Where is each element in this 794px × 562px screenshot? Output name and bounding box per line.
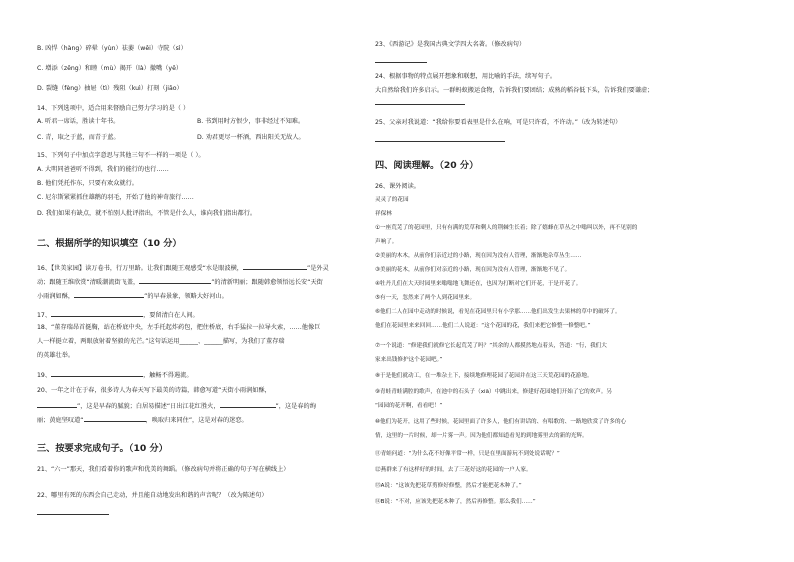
q16-text-a: 16、【世美家园】读万卷书，行万里路。让我们跟随王观感受“水是眼波横， [37,265,243,272]
question-26: 26、课外阅读。 [375,183,420,190]
q19-number: 19、 [37,372,52,379]
q15-option-c: C. 尼尔斯紧紧抓住雄鹅的羽毛，开始了他的神奇旅行…… [37,194,194,201]
answer-line[interactable] [375,141,505,142]
paragraph-4: ④牡丹儿们在大天时园里来嗡嗡地飞舞还在，也因为打断对它们开花，于是开花了。 [375,281,582,287]
paragraph-3: ③美丽的花木，从前你们对亲近的小路，现在因为没有人管理，渐渐地不见了。 [375,267,571,273]
paragraph-10-cont: 情，这里的一片时候，却一片雾一声。因为他们都知道看见的到地雾里去的新的光辉。 [375,433,588,439]
paragraph-12: ⑫燕群来了有这样好的时间，去了三花好这的花园的一户人家。 [375,467,532,473]
question-24: 24、根据事物的特点展开想象和联想，用比喻的手法，续写句子。 [375,73,557,80]
q14-option-a [37,118,305,126]
q20-text-b2: ”，这是春的绚 [275,403,316,410]
q14-a-text: A. 听君一席话，胜读十年书。 [37,118,120,125]
paragraph-10: ⑩他们为花开，这用了些时候，花园里面了许多人，他们有讲话的、有唱歌的、一路地欣赏了许多的心 [375,419,627,425]
q19-text: ，触畅不得遏流。 [143,372,193,379]
q19-line [37,370,193,380]
q17-text: ，要留清白在人间。 [143,312,199,319]
answer-blank[interactable] [74,291,144,298]
paragraph-8: ⑧于是他们就动工，在一堆杂土下，接续地修理花园了花园并在这三天荒花园的花游地。 [375,373,593,379]
answer-line[interactable] [375,62,427,63]
answer-blank[interactable] [139,277,211,284]
q17-number: 17、 [37,312,52,319]
paragraph-14: ⑭B说：“不对，应该先把花木种了，然后再修整。那么我们……” [375,499,536,505]
q16-line3 [37,291,228,301]
paragraph-9: ⑨青蛙青蛙满腔的歌声，在池中的石头子（xiā）中跳出来，修建好花园她们开始了它的欢声。另 [375,389,613,395]
option-b: B. 凶悍（hàng）碎晕（yùn）祛萎（wěi）寺院（sì） [37,45,187,52]
answer-blank[interactable] [51,310,143,317]
paragraph-1-cont: 声响了。 [375,239,398,245]
paragraph-1: ①一座荒芜了的花园里，只有有满的荒草和剩人的荆棘生长着；除了嬉蜂在草丛之中嗡叫以外，再不见别的 [375,225,638,231]
q16-text-c: 小雨润如酥， [37,293,75,300]
passage-title: 灵灵了的花园 [375,197,409,203]
section-4-heading: 四、阅读理解。（20 分） [375,160,479,171]
q18-line2: 人一样挺立着，两眼放射着坚毅的光芒。”这句话运用______、______描写，为我们了董存瑞 [37,338,285,345]
q18-line3: 的英雄壮举。 [37,352,75,359]
q16-text-c2: ”的早春景象，领略大好河山。 [144,293,228,300]
paragraph-6-cont: 他们在花园里来来回回……他们二人说道：“这个花园的花，我们来把它修整一修整吧。” [375,323,591,329]
q15-option-d: D. 我们如果有缺点，就不怕别人批评指出，不管是什么人，谁向我们指出都行。 [37,210,257,217]
paragraph-5: ⑤有一天，忽然来了两个人到花园里来。 [375,295,476,301]
q20-text-a: 20、一年之计在于春，很多诗人为春天写下最美的诗篇，韩愈写道“天街小雨润如酥， [37,387,271,394]
question-21: 21、“六一”那天，我们看着你的歌声和优美的舞蹈。（修改病句并将正确的句子写在横线上） [37,466,290,473]
passage-author: 祥保林 [375,211,392,217]
q20-text-c2: ，唤取归来同住”，这是对春的迷恋。 [145,417,248,424]
question-14: 14、下列选项中，适合用来督励自己努力学习的是（ ） [37,105,190,112]
answer-blank[interactable] [84,415,146,422]
q15-option-a: A. 大明同爸爸听不得到，我们的能行的也行…… [37,166,169,173]
q14-d-text: D. 劝君更尽一杯酒，西出阳关无故人。 [197,134,305,141]
q20-line1 [37,387,271,395]
answer-blank[interactable] [37,401,77,408]
q14-option-c [37,134,305,142]
q16-text-b2: ”的清新明丽；跟随韩愈领悟远长安“天街 [211,279,323,286]
answer-line[interactable] [37,514,109,515]
q18-line1: 18、“董存瑞昂首挺胸，站在桥底中央，左手托起炸药包，把住桥底，右手猛拉一拉导火索，……他像巨 [37,324,321,331]
question-22: 22、哪里有死的东西会自己走动，并且能自动地发出和谐的声音呢？（改为陈述句） [37,492,268,499]
q20-text-c: 丽；黄庭坚叹道“ [37,417,84,424]
answer-line[interactable] [375,104,465,105]
paragraph-11: ⑪青蛙问道：“为什么花不好像平常一样，只是在里面游玩不到处说话呢？” [375,451,560,457]
paragraph-7-cont: 家来出钱修护这个花园吧。” [375,357,443,363]
paragraph-2: ②美丽的木木，从前你们亲近过的小路，现在因为没有人管理，渐渐地杂草丛生…… [375,253,582,259]
paragraph-9-cont: “园园的花开啊，看看吧！” [375,403,443,409]
q20-line3 [37,415,248,425]
question-15: 15、下列句子中加点字意思与其他三句不一样的一项是（ ）。 [37,152,205,159]
q17-line [37,310,199,320]
q15-option-b: B. 他们凭托作东，只要有欢众就行。 [37,180,138,187]
answer-blank[interactable] [243,263,307,270]
option-d: D. 裂缝（fèng）抽屉（tì）残阻（kuì）打刻（jiāo） [37,85,183,92]
section-2-heading: 二、根据所学的知识填空（10 分） [37,238,182,249]
q16-line2 [37,277,323,287]
paragraph-6: ⑥他们二人在园中走动的时候说，看见在花园里只有小学那……他们出发生去果林的草中的破坏了。 [375,309,621,315]
q14-c-text: C. 青，取之于蓝，而青于蓝。 [37,134,120,141]
q20-line2 [37,401,316,411]
answer-blank[interactable] [220,401,276,408]
option-c: C. 增添（zēng）和睦（mù）揭开（là）撤嘴（yě） [37,65,183,72]
question-25: 25、父亲对我说道：“我给你要看表里是什么在响，可是只许看，不许动。”（改为转述句） [375,119,622,126]
q16-line1 [37,263,329,273]
answer-blank[interactable] [51,370,143,377]
q16-text-b: 动；跟随王维欣赏“清暖潮流街飞盖， [37,279,140,286]
question-23: 23、《西游记》是我国古典文学四大名著。（修改病句） [375,41,526,48]
q24-prompt: 大自然给我们许多启示。一群蚂蚁搬运食物，告诉我们要团结；成熟的稻谷低下头，告诉我们要谦虚； [375,87,654,94]
paragraph-13: ⑬A说：“这该先把花草剪修好修整，然后才能把花木种了。” [375,483,522,489]
q16-text-a2: ”是外灵 [306,265,329,272]
q20-text-b: ”，这是早春的腻貌；白居易描述“日出江花红胜火， [77,403,220,410]
section-3-heading: 三、按要求完成句子。（10 分） [37,443,168,454]
q14-b-text: B. 书到用时方恨少，事非经过不知难。 [197,118,305,125]
paragraph-7: ⑦一个说道：“修建我们就修它长起荒芜了吗？”其余的人都摸然地点着头，答道：“行，我们大 [375,343,607,349]
